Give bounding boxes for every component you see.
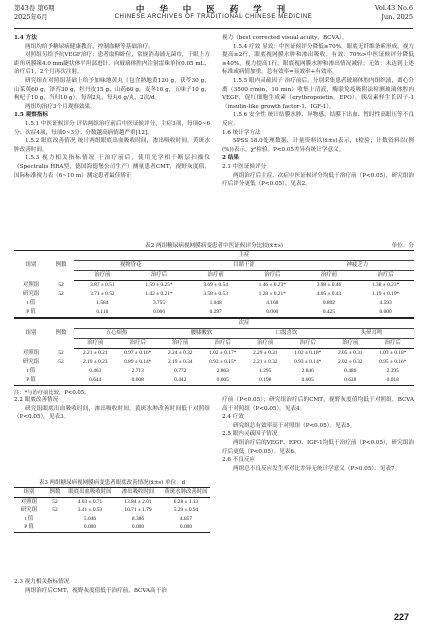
table3-caption: 表3 两组糖尿病视网膜病变患者眼底改善情况(x̄±s) 单位：d bbox=[38, 480, 186, 486]
table-cell: 2.846 bbox=[301, 368, 314, 374]
table-cell bbox=[48, 299, 74, 308]
table-header: 神疲乏力 bbox=[301, 261, 414, 271]
table-row bbox=[14, 523, 210, 532]
section-heading: 2.1 中医证候评分 bbox=[222, 163, 267, 170]
paragraph: 两组治疗后CMT，视野灰度值低于治疗前，BCVA高于治 bbox=[25, 587, 167, 594]
table-cell bbox=[44, 515, 66, 524]
table-row bbox=[14, 290, 414, 299]
table-header: 治疗后 bbox=[244, 271, 301, 281]
table-cell: 0.000 bbox=[131, 308, 188, 318]
table-cell: 0.628 bbox=[329, 376, 372, 386]
table-cell: 0.425 bbox=[301, 308, 358, 318]
table-cell: P 值 bbox=[14, 308, 48, 318]
table-cell: 0.644 bbox=[74, 376, 117, 386]
paragraph: 1.5.1 中医证候评分 评估两组治疗前后中医证候评分，主症3项，每项0~6分；次症4项，每项0~3分；分数越高病情越严重[12]。 bbox=[14, 120, 210, 136]
paragraph: SPSS 18.0处理数据，计量资料以(x̄±s)表示，t检验；计数资料以(例(%))表示，χ²检验。P<0.05差异有统计学意义。 bbox=[222, 138, 414, 153]
table-cell: 1.38 ± 0.23* bbox=[372, 282, 400, 288]
table-cell: 研究组 bbox=[22, 359, 40, 365]
volume-cn: 第43卷 第6期 bbox=[14, 4, 55, 12]
table-cell: 0.772 bbox=[174, 368, 187, 374]
table-cell: 0.442 bbox=[159, 376, 202, 386]
table-cell: 研究组 bbox=[20, 507, 38, 514]
table-cell: 2.05 ± 0.31 bbox=[337, 350, 363, 356]
table-cell: 1.46 ± 0.23* bbox=[258, 282, 286, 288]
table-cell bbox=[44, 523, 66, 532]
table-header: 治疗前 bbox=[74, 339, 117, 349]
table-cell: 2.21 ± 0.32 bbox=[252, 359, 278, 365]
table-header: 治疗前 bbox=[187, 271, 244, 281]
table-header: 治疗后 bbox=[287, 339, 330, 349]
table-cell: 0.95 ± 0.16* bbox=[379, 359, 407, 365]
table-cell: 1.28 ± 0.21* bbox=[258, 291, 286, 297]
table-cell: 0.000 bbox=[244, 308, 301, 318]
paragraph: 疗前（P<0.05）；研究组治疗后的CMT，视野灰度值均低于对照组，BCVA高于对照组（P<0.05）。见表4。 bbox=[222, 397, 414, 412]
table-cell: 52 bbox=[58, 291, 64, 297]
section-heading: 2 结果 bbox=[222, 155, 240, 162]
table-cell: 2.21 ± 0.21 bbox=[82, 350, 108, 356]
paragraph: 对照组另给予抗VEGF治疗：患者取仰卧位，常规消毒铺无菌巾，于眼上方距角巩膜缘4.0 mm睫状体平坦部进针，向玻璃体腔内注射雷珠单抗0.05 mL，治疗后1，2个月再次注射。 bbox=[14, 52, 210, 76]
table2-footnote: 注：*与治疗前比较，P<0.05。 bbox=[14, 390, 90, 396]
table-cell: 0.000 bbox=[162, 523, 210, 532]
table-cell: 1.02 ± 0.17* bbox=[209, 350, 237, 356]
table-cell: 1.295 bbox=[259, 368, 272, 374]
section-heading: 2.4 疗效 bbox=[222, 414, 244, 421]
table-cell: 52 bbox=[52, 507, 58, 514]
paragraph: 两组均治疗3个月观察效果。 bbox=[25, 103, 96, 110]
table-cell: 3.41 ± 0.53 bbox=[77, 507, 103, 514]
paragraph: 两组总不良反应发生率对比差异无统计学意义（P>0.05）。见表7。 bbox=[233, 465, 401, 472]
paragraph: 两组均给予糖尿病健康教育，控制血糖等基础治疗。 bbox=[25, 43, 154, 50]
table-cell: 52 bbox=[52, 498, 58, 505]
table-header: 治疗前 bbox=[301, 271, 358, 281]
paragraph: 视力（best corrected visual acuity，BCVA）。 bbox=[222, 35, 348, 41]
table2-minor-symptoms bbox=[14, 318, 414, 386]
table-cell: 6.28 ± 1.13 bbox=[173, 498, 199, 505]
table-cell: 0.93 ± 0.15* bbox=[209, 359, 237, 365]
table-cell: 0.486 bbox=[344, 368, 357, 374]
table-cell: 1.048 bbox=[209, 300, 222, 306]
table-cell: 8.386 bbox=[131, 515, 145, 522]
table2-title: 表2 两组糖尿病视网膜病变患者中医证候评分比较(x̄±s) bbox=[145, 243, 283, 249]
table-row bbox=[14, 506, 210, 515]
table-cell: 2.24 ± 0.32 bbox=[167, 350, 193, 356]
table-cell: 4.05 ± 0.43 bbox=[316, 291, 342, 297]
table-cell: 52 bbox=[58, 359, 64, 365]
date-en: Jun. 2025 bbox=[381, 13, 413, 21]
paragraph: 1.5.4 疗效 显效：中医证候评分降低≥70%，眼底无纤维条索形成，视力提高≥2行，眼底视网膜水肿和渗出吸收；有效：70%>中医证候评分降低≥40%，视力提高1行，眼底视网膜水肿和渗出情况减轻；无效：未达到上述标准或病情加重。总有效率=显效率+有效率。 bbox=[222, 43, 414, 76]
table-cell: 2.863 bbox=[216, 368, 229, 374]
table-cell: 2.19 ± 0.23 bbox=[82, 359, 108, 365]
journal-title-cn: 中 华 中 医 药 学 刊 bbox=[135, 5, 292, 15]
table-row bbox=[14, 349, 414, 359]
table-cell: 4.857 bbox=[179, 515, 193, 522]
table-row bbox=[14, 358, 414, 367]
table-header: 治疗前 bbox=[244, 339, 287, 349]
table-cell: 0.000 bbox=[114, 523, 162, 532]
table-cell: 3.58 ± 0.53 bbox=[203, 291, 228, 297]
table-header: 治疗后 bbox=[202, 339, 245, 349]
table-header: 五心烦热 bbox=[74, 329, 159, 339]
table-header: 主症 bbox=[74, 251, 414, 261]
section-heading: 1.4 方法 bbox=[14, 35, 37, 41]
table-cell: P 值 bbox=[14, 523, 44, 532]
table-cell: 对照组 bbox=[22, 281, 40, 288]
table-cell: 1.19 ± 0.19* bbox=[372, 291, 400, 297]
table-cell: 52 bbox=[58, 281, 64, 288]
table-cell: 0.005 bbox=[202, 376, 245, 386]
volume-en: Vol.43 No.6 bbox=[374, 4, 413, 12]
table-cell: 5.046 bbox=[83, 515, 97, 522]
table-cell: 0.89 ± 0.14* bbox=[124, 359, 152, 365]
table-header: 治疗后 bbox=[117, 339, 160, 349]
table-cell: t 值 bbox=[26, 368, 36, 374]
table-cell: 1.584 bbox=[96, 300, 109, 306]
table-header: 渗出吸收时间 bbox=[114, 488, 162, 498]
section-heading: 2.3 视力相关指标情况 bbox=[14, 579, 70, 585]
table-header: 组别 bbox=[14, 319, 48, 349]
paragraph: 1.5.5 眼内灵疏因子 治疗前后，分别采集患者玻璃体腔内组织液，离心分离（3500 r/min，10 min）收集上清液，酶联免疫吸附法检测玻璃体腔内VEGF，促红细胞生成素（erythropoietin，EPO），胰岛素样生长因子-1（insulin-like growth factor-1，IGF-1）。 bbox=[222, 77, 414, 110]
table2-unit: 单位：分 bbox=[391, 243, 414, 249]
paragraph: 1.5.2 眼底改善情况 统计两组眼底出血吸收时间，渗出吸收时间，黄斑水肿改善时间。 bbox=[14, 138, 210, 153]
right-column-bottom bbox=[222, 396, 414, 618]
table-cell: 0.198 bbox=[244, 376, 287, 386]
table-header: 治疗后 bbox=[372, 339, 415, 349]
table-cell: 3.71 ± 0.52 bbox=[90, 291, 115, 297]
table-cell: 0.97 ± 0.16* bbox=[124, 350, 152, 356]
table-header: 次症 bbox=[74, 319, 414, 329]
table-cell: t 值 bbox=[24, 515, 34, 522]
table-cell: 0.802 bbox=[322, 300, 335, 306]
table-cell: 0.008 bbox=[117, 376, 160, 386]
table-cell: 0.116 bbox=[74, 308, 131, 318]
table-header: 目睛干涩 bbox=[187, 261, 300, 271]
table-cell: 4.03 ± 0.71 bbox=[77, 498, 103, 505]
left-column-bottom bbox=[14, 578, 210, 618]
table-cell: 对照组 bbox=[22, 349, 40, 356]
paragraph: 1.5.6 安全性 统计结膜水肿、异物感、结膜下出血、暂时性高眼压等不良反应。 bbox=[222, 112, 414, 127]
table-row bbox=[14, 308, 414, 318]
paragraph: 研究组在对照组基础上给予加味地黄丸（包含熟地黄120 g，茯苓30 g，山茱萸60 g，泽泻30 g，牡丹皮15 g，山药60 g，麦冬10 g，五味子10 g，枸杞子10 g，当归10 g），每剂2丸，每丸6 g/丸，2次/d。 bbox=[14, 77, 210, 102]
paragraph: 两组治疗后主症、次症中医证候评分均低于治疗前（P<0.05），研究组治疗后评分更低（P<0.05）。见表2。 bbox=[222, 172, 414, 188]
table-cell: 52 bbox=[58, 349, 64, 356]
table-cell: 3.69 ± 0.54 bbox=[203, 282, 228, 288]
table-cell: 1.42 ± 0.21* bbox=[145, 291, 173, 297]
table-cell: 1.02 ± 0.18* bbox=[294, 350, 322, 356]
table-cell: 2.02 ± 0.32 bbox=[337, 359, 363, 365]
page-number: 227 bbox=[393, 612, 409, 622]
table-row bbox=[14, 515, 210, 524]
journal-title-en: CHINESE ARCHIVES OF TRADITIONAL CHINESE MEDICINE bbox=[114, 14, 313, 20]
table-cell: 5.29 ± 0.94 bbox=[173, 507, 199, 514]
table-cell: 0.93 ± 0.14* bbox=[294, 359, 322, 365]
left-column-mid bbox=[14, 396, 210, 476]
table3-fundus bbox=[14, 487, 210, 533]
table-cell: 3.98 ± 0.46 bbox=[316, 282, 342, 288]
table-row bbox=[14, 497, 210, 506]
table-cell: 4.593 bbox=[379, 300, 392, 306]
table-header: 例数 bbox=[48, 251, 74, 281]
table-row bbox=[14, 281, 414, 291]
table-cell: 1.03 ± 0.18* bbox=[379, 350, 407, 356]
section-heading: 2.5 眼内灵疏因子情况 bbox=[222, 431, 278, 438]
section-heading: 1.6 统计学方法 bbox=[222, 129, 261, 136]
table-cell: P 值 bbox=[14, 376, 48, 386]
section-heading: 2.2 眼底改善情况 bbox=[14, 397, 59, 403]
paragraph: 研究组眼底出血吸收时间，渗出吸收时间，黄斑水肿改善时间低于对照组（P<0.05）。见表3。 bbox=[14, 405, 210, 421]
table-row bbox=[14, 376, 414, 386]
table-cell: 13.84 ± 2.01 bbox=[124, 498, 152, 505]
table-row bbox=[14, 299, 414, 308]
paragraph: 两组治疗后的VEGF、EPO、IGF-1均低于治疗前（P<0.05），研究组治疗后更低（P<0.05）。见表6。 bbox=[222, 439, 414, 455]
table-header: 腰膝酸软 bbox=[159, 329, 244, 339]
paragraph: 研究组总有效率高于对照组（P<0.05）。见表5。 bbox=[233, 422, 356, 429]
table-cell: 2.713 bbox=[131, 368, 144, 374]
header-rule bbox=[14, 28, 413, 29]
table2-caption bbox=[14, 241, 414, 249]
header-right bbox=[375, 4, 413, 22]
table-header: 治疗前 bbox=[329, 339, 372, 349]
table-cell: 4.168 bbox=[266, 300, 279, 306]
table-header: 治疗前 bbox=[74, 271, 131, 281]
paragraph: 1.5.3 视力相关指标情况 于治疗前后，使用光学相干断层扫描仪（Spectralis HRA型，德国海德堡公司生产）测量患者CMT，视野灰度值，国际标准视力表（6~10 m）测定患者最佳矫正 bbox=[14, 155, 210, 179]
table-cell: 3.87 ± 0.51 bbox=[90, 282, 115, 288]
table-header: 治疗后 bbox=[131, 271, 188, 281]
left-column-top bbox=[14, 34, 210, 239]
table-cell: 0.000 bbox=[357, 308, 414, 318]
table-header: 例数 bbox=[48, 319, 74, 349]
table-cell: t 值 bbox=[26, 300, 36, 306]
table-cell: 2.29 ± 0.31 bbox=[252, 350, 278, 356]
table-cell: 0.463 bbox=[89, 368, 102, 374]
table-cell: 3.755 bbox=[152, 300, 166, 306]
table-cell bbox=[48, 308, 74, 318]
table-header: 组别 bbox=[14, 488, 44, 498]
table-cell: 0.005 bbox=[287, 376, 330, 386]
table-cell: 对照组 bbox=[20, 498, 38, 505]
table-header: 治疗后 bbox=[357, 271, 414, 281]
table2-main-symptoms bbox=[14, 250, 414, 318]
table-header: 口渴喜饮 bbox=[244, 329, 329, 339]
table-header: 视物昏花 bbox=[74, 261, 187, 271]
table-header: 眼底出血吸收时间 bbox=[66, 488, 114, 498]
table-cell: 2.395 bbox=[386, 368, 399, 374]
table-header: 治疗前 bbox=[159, 339, 202, 349]
table-cell bbox=[48, 376, 74, 386]
table-header: 组别 bbox=[14, 251, 48, 281]
table-cell: 0.018 bbox=[372, 376, 415, 386]
section-heading: 2.6 不良反应 bbox=[222, 457, 256, 464]
table-cell: 研究组 bbox=[22, 291, 40, 297]
table-cell: 10.71 ± 1.79 bbox=[124, 507, 152, 514]
table-header: 例数 bbox=[44, 488, 66, 498]
table-cell: 0.000 bbox=[66, 523, 114, 532]
table-header: 头晕耳鸣 bbox=[329, 329, 414, 339]
table-cell: 0.297 bbox=[187, 308, 244, 318]
running-header bbox=[0, 0, 427, 30]
date-cn: 2025年6月 bbox=[14, 13, 48, 21]
table-cell: 2.19 ± 0.34 bbox=[167, 359, 193, 365]
table-cell: 1.59 ± 0.25* bbox=[145, 282, 173, 288]
section-heading: 1.5 观察指标 bbox=[14, 112, 49, 119]
right-column-top bbox=[222, 34, 414, 239]
table-cell bbox=[48, 367, 74, 376]
table-row bbox=[14, 367, 414, 376]
table-header: 黄斑水肿改善时间 bbox=[162, 488, 210, 498]
